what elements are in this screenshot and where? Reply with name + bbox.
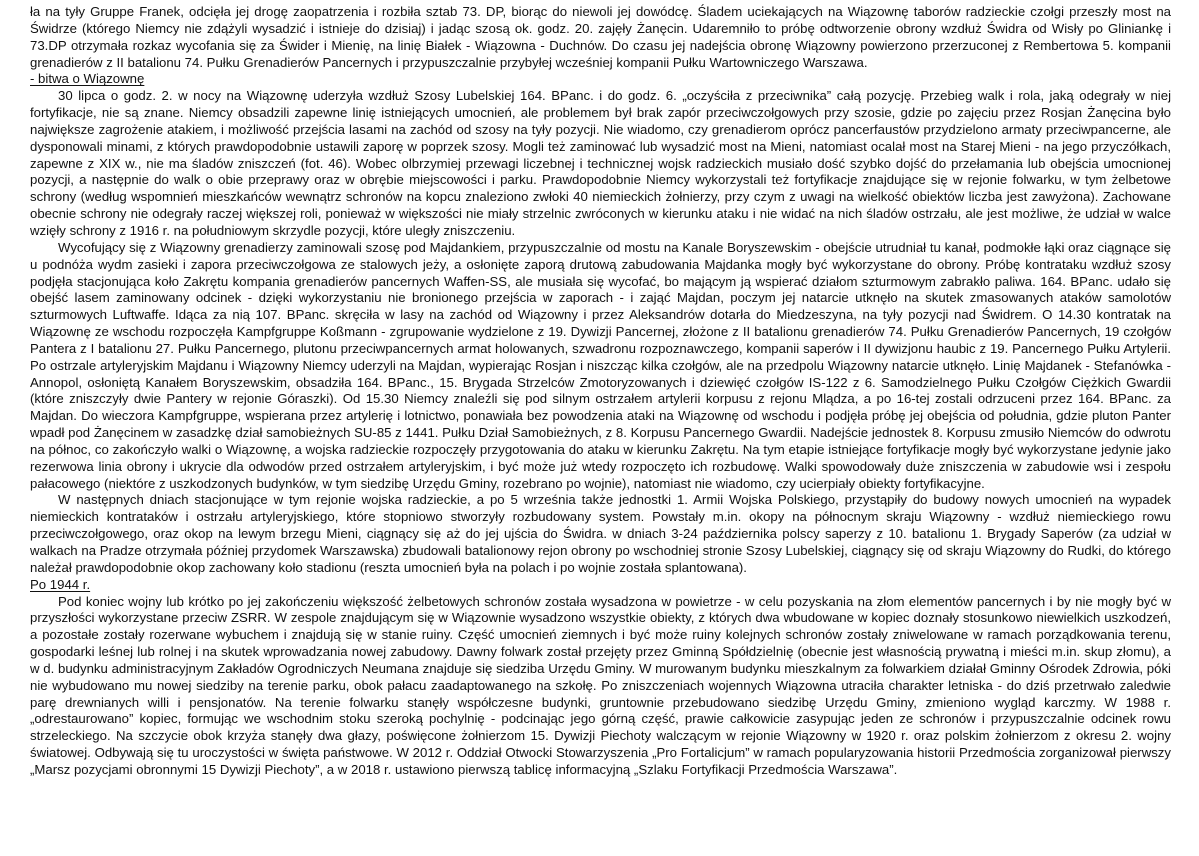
battle-paragraph-3: W następnych dniach stacjonujące w tym rejonie wojska radzieckie, a po 5 września także jednostki 1. Armii Wojska Polskiego, przystąpiły do budowy nowych umocnień na wypadek niemieckich kontrataków i ostrzału artyleryjskiego, które stopniowo stworzyły rozbudowany system. Powstały m.in. okopy na północnym skraju Wiązowny - wzdłuż niemieckiego rowu przeciwczołgowego, oraz okop na lewym brzegu Mieni, ciągnący się aż do jej ujścia do Świdra. w dniach 3-24 października polscy saperzy z 10. batalionu 1. Brygady Saperów (za udział w walkach na Pradze otrzymała później przydomek Warszawska) zbudowali batalionowy rejon obrony po wschodniej stronie Szosy Lubelskiej, ciągnący się od skraju Wiązowny do Rudki, do którego należał prawdopodobnie okop zachowany koło stadionu (reszta umocnień była na polach i po wojnie została splantowana).	[30, 492, 1171, 575]
battle-paragraph-1: 30 lipca o godz. 2. w nocy na Wiązownę uderzyła wzdłuż Szosy Lubelskiej 164. BPanc. i do godz. 6. „oczyściła z przeciwnika” całą pozycję. Przebieg walk i rola, jaką odegrały w niej fortyfikacje, nie są znane. Niemcy obsadzili zapewne linię istniejących umocnień, ale problemem był brak zapór przeciwczołgowych przy szosie, gdzie po zajęciu przez Rosjan Żanęcina było największe zagrożenie atakiem, i możliwość przejścia lasami na zachód od szosy na tyły pozycji. Nie wiadomo, czy grenadierom oprócz pancerfaustów przydzielono armaty przeciwpancerne, ale dysponowali minami, z których prawdopodobnie ustawili zaporę w poprzek szosy. Mogli też zaminować lub wysadzić most na Mieni, natomiast ocalał most na Starej Mieni - na jego przyczółkach, zapewne z XIX w., nie ma śladów zniszczeń (fot. 46). Wobec olbrzymiej przewagi liczebnej i technicznej wojsk radzieckich musiało dość szybko dojść do przełamania lub obejścia umocnionej pozycji, a następnie do walk o obie przeprawy oraz w obrębie miejscowości i parku. Prawdopodobnie Niemcy wykorzystali też fortyfikacje znajdujące się w rejonie folwarku, w tym żelbetowe schrony (według wspomnień mieszkańców wewnątrz schronów na kopcu znaleziono zwłoki 40 niemieckich żołnierzy, przy czym z uwagi na wielkość obiektów liczba jest zawyżona). Zachowane obecnie schrony nie odegrały raczej większej roli, ponieważ w większości nie miały strzelnic zwróconych w kierunku ataku i nie widać na nich śladów ostrzału, ale jest możliwe, że udział w walce wzięły schrony z 1916 r. na południowym skrzydle pozycji, które uległy zniszczeniu.	[30, 88, 1171, 238]
intro-paragraph: ła na tyły Gruppe Franek, odcięła jej drogę zaopatrzenia i rozbiła sztab 73. DP, biorąc do niewoli jej dowódcę. Śladem uciekających na Wiązownę taborów radzieckie czołgi przeszły most na Świdrze (którego Niemcy nie zdążyli wysadzić i istnieje do dzisiaj) i jadąc szosą ok. godz. 20. zajęły Żanęcin. Udaremniło to próbę odtworzenie obrony wzdłuż Świdra od Wisły po Gliniankę i 73.DP otrzymała rozkaz wycofania się za Świder i Mienię, na linię Białek - Wiązowna - Duchnów. Do czasu jej nadejścia obronę Wiązowny powierzono przerzuconej z Rembertowa 5. kompanii grenadierów z II batalionu 74. Pułku Grenadierów Pancernych i przypuszczalnie przybyłej wcześniej kompanii Pułku Wartowniczego Warszawa.	[30, 4, 1171, 70]
after-paragraph: Pod koniec wojny lub krótko po jej zakończeniu większość żelbetowych schronów została wysadzona w powietrze - w celu pozyskania na złom elementów pancernych i by nie mogły być w przyszłości wykorzystane przeciw ZSRR. W zespole znajdującym się w Wiązownie wysadzono wszystkie obiekty, z których dwa wbudowane w kopiec doznały stosunkowo niewielkich uszkodzeń, a pozostałe zostały rozerwane wybuchem i znajdują się w stanie ruiny. Część umocnień ziemnych i być może ruiny kolejnych schronów zostały zniwelowane w ramach porządkowania terenu, gospodarki leśnej lub rolnej i na skutek wprowadzania nowej zabudowy. Dawny folwark został przejęty przez Gminną Spółdzielnię (obecnie jest własnością prywatną i mieści m.in. skup złomu), a w d. budynku administracyjnym Zakładów Ogrodniczych Neumana znajduje się siedziba Urzędu Gminy. W murowanym budynku mieszkalnym za folwarkiem działał Gminny Ośrodek Zdrowia, póki nie wybudowano mu nowej siedziby na terenie parku, obok pałacu zaadaptowanego na szkołę. Po zniszczeniach wojennych Wiązowna utraciła charakter letniska - do dziś przetrwało zaledwie parę drewnianych willi i pensjonatów. Na terenie folwarku stanęły współczesne budynki, gruntownie przebudowano siedzibę Urzędu Gminy, zmieniono wygląd karczmy. W 1988 r. „odrestaurowano” kopiec, formując we wschodnim stoku szeroką pochylnię - podcinając jego górną część, prawie całkowicie zasypując jeden ze schronów i przypuszczalnie odcinek rowu strzeleckiego. Na szczycie obok krzyża stanęły dwa głazy, poświęcone żołnierzom 15. Dywizji Piechoty walczącym w rejonie Wiązowny w 1920 r. oraz polskim żołnierzom z okresu 2. wojny światowej. Odbywają się tu uroczystości w święta państwowe. W 2012 r. Oddział Otwocki Stowarzyszenia „Pro Fortalicjum” w ramach popularyzowania historii Przedmościa zorganizował pierwszy „Marsz pozycjami obronnymi 15 Dywizji Piechoty”, a w 2018 r. ustawiono pierwszą tablicę informacyjną „Szlaku Fortyfikacji Przedmościa Warszawa”.	[30, 593, 1171, 777]
section-heading-battle: - bitwa o Wiązownę	[30, 71, 145, 87]
battle-paragraph-2: Wycofujący się z Wiązowny grenadierzy zaminowali szosę pod Majdankiem, przypuszczalnie od mostu na Kanale Boryszewskim - obejście utrudniał tu kanał, podmokłe łąki oraz ciągnące się u podnóża wydm zasieki i zapora przeciwczołgowa ze stalowych jeży, a osłonięte zaporą drutową zabudowania Majdanka mogły być wykorzystane do obrony. Próbę kontrataku wzdłuż szosy podjęła stacjonująca koło Zakrętu kompania grenadierów pancernych Waffen-SS, ale musiała się wycofać, bo mającym ją wspierać działom szturmowym zabrakło paliwa. 164. BPanc. udało się obejść lasem zaminowany odcinek - dzięki wykorzystaniu nie bronionego przejścia w zaporach - i zająć Majdan, poczym jej natarcie utknęło na skutek zmasowanych ataków samolotów szturmowych Luftwaffe. Idąca za nią 107. BPanc. skręciła w lasy na zachód od Wiązowny i przez Aleksandrów dotarła do Miedzeszyna, na tyły pozycji nad Świdrem. O 14.30 kontratak na Wiązownę ze wschodu rozpoczęła Kampfgruppe Koßmann - zgrupowanie wydzielone z 19. Dywizji Pancernej, złożone z II batalionu grenadierów 74. Pułku Grenadierów Pancernych, 19 czołgów Pantera z I batalionu 27. Pułku Pancernego, plutonu przeciwpancernych armat holowanych, szwadronu rozpoznawczego, kompanii saperów i II dywizjonu haubic z 19. Pancernego Pułku Artylerii. Po ostrzale artyleryjskim Majdanu i Wiązowny Niemcy uderzyli na Majdan, wypierając Rosjan i niszcząc kilka czołgów, ale na przedpolu Wiązowny natarcie utknęło. Linię Majdanek - Stefanówka - Annopol, osłoniętą Kanałem Boryszewskim, obsadziła 164. BPanc., 15. Brygada Strzelców Zmotoryzowanych i dziewięć czołgów IS-122 z 6. Samodzielnego Pułku Czołgów Ciężkich Gwardii (które zniszczyły dwie Pantery w rejonie Góraszki). Od 15.30 Niemcy znaleźli się pod silnym ostrzałem artylerii korpusu z rejonu Mlądza, a po 16-tej zostali odrzuceni przez 164. BPanc. za Majdan. Do wieczora Kampfgruppe, wspierana przez artylerię i lotnictwo, ponawiała bez powodzenia ataki na Wiązownę od wschodu i podjęła próbę jej obejścia od południa, gdzie pluton Panter wpadł pod Żanęcinem w zasadzkę dział samobieżnych SU-85 z 1441. Pułku Dział Samobieżnych, z 8. Korpusu Pancernego Gwardii. Nadejście jednostek 8. Korpusu zmusiło Niemców do odwrotu na północ, co zakończyło walki o Wiązownę, a wojska radzieckie rozpoczęły przygotowania do ataku w kierunku Zakrętu. Na tym etapie istniejące fortyfikacje mogły być wykorzystane jedynie jako rezerwowa linia obrony i ukrycie dla odwodów przed ostrzałem artyleryjskim, i być może już wtedy rozpoczęto ich rozbudowę. Walki spowodowały duże zniszczenia w zabudowie wsi i zespołu pałacowego (niektóre z uszkodzonych budynków, w tym siedzibę Urzędu Gminy, rozebrano po wojnie), natomiast nie wiadomo, czy ucierpiały obiekty fortyfikacyjne.	[30, 239, 1171, 491]
section-heading-after-1944: Po 1944 r.	[30, 576, 91, 592]
document-page	[30, 4, 1171, 779]
